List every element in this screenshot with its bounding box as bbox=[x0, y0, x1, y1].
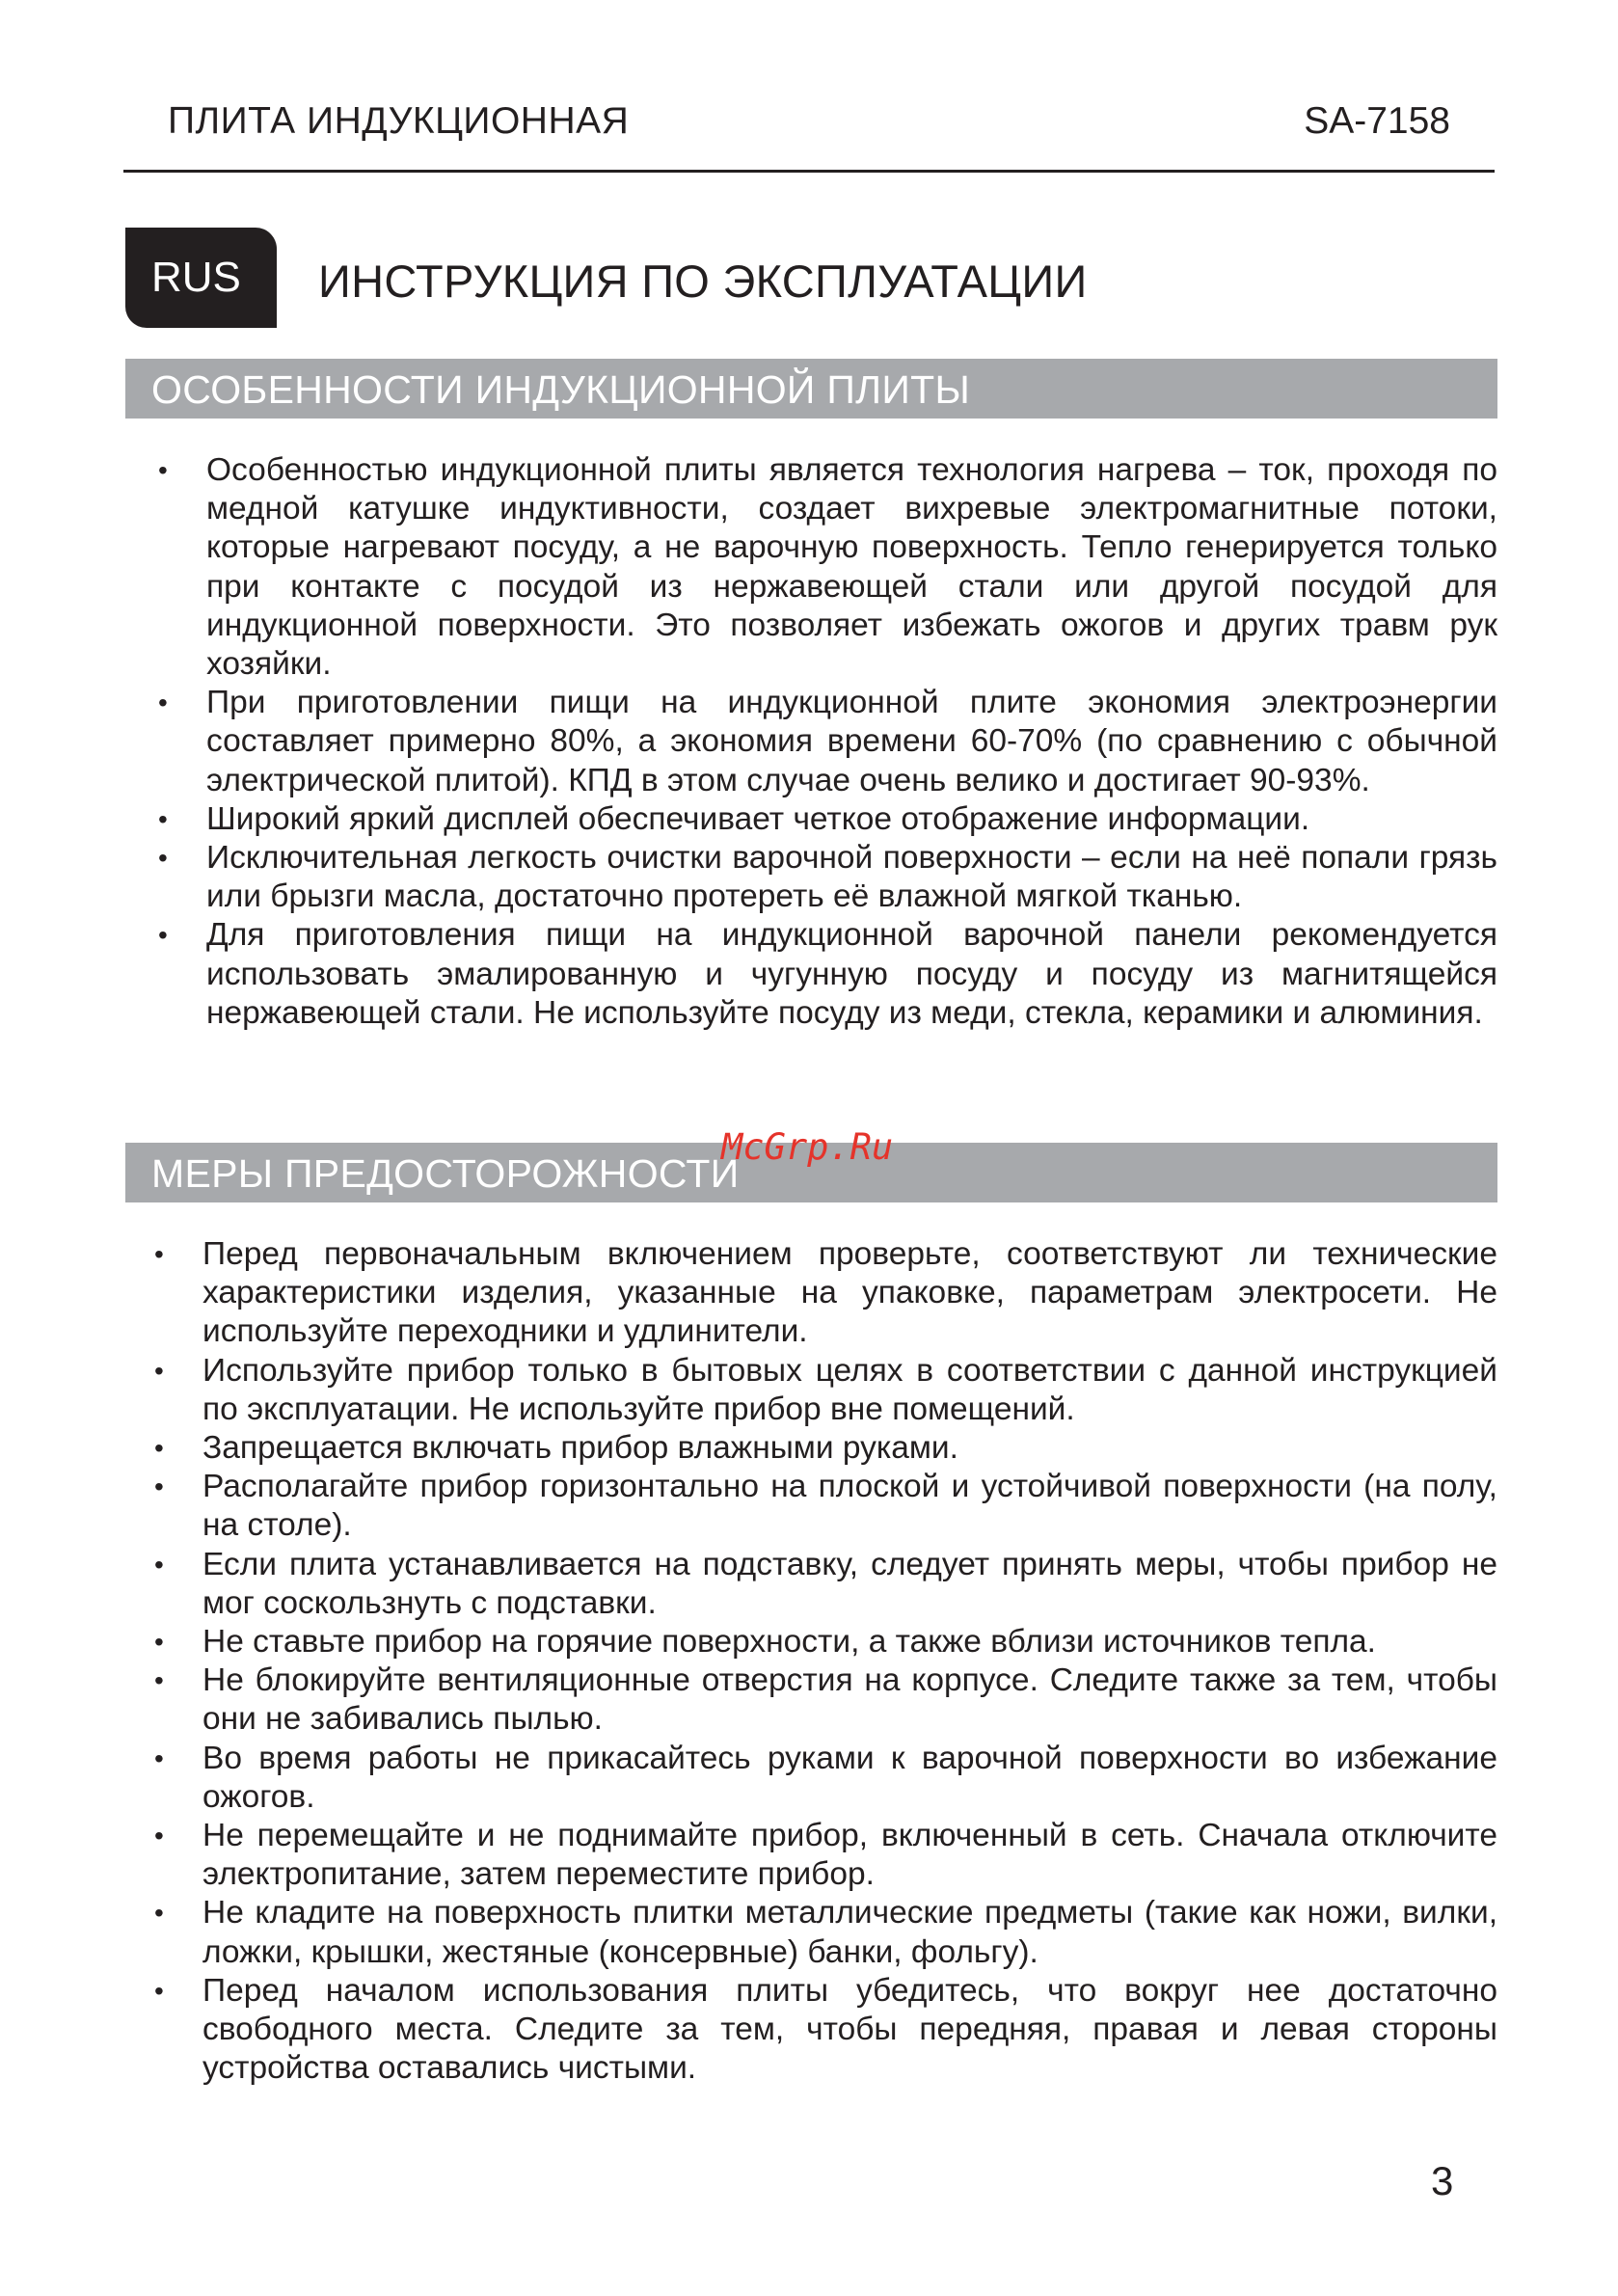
list-item: • Не кладите на поверхность плитки металлические предметы (такие как ножи, вилки, ложки, крышки, жестяные (консервные) банки, фольгу). bbox=[202, 1894, 1497, 1971]
section-heading-precautions: МЕРЫ ПРЕДОСТОРОЖНОСТИ bbox=[125, 1143, 1497, 1202]
section-heading-features: ОСОБЕННОСТИ ИНДУКЦИОННОЙ ПЛИТЫ bbox=[125, 359, 1497, 419]
list-item: • Широкий яркий дисплей обеспечивает четкое отображение информации. bbox=[206, 800, 1497, 839]
list-item: • Не блокируйте вентиляционные отверстия на корпусе. Следите также за тем, чтобы они не забивались пылью. bbox=[202, 1661, 1497, 1739]
page-header bbox=[168, 100, 1450, 145]
list-item: • Исключительная легкость очистки варочной поверхности – если на неё попали грязь или брызги масла, достаточно протереть её влажной мягкой тканью. bbox=[206, 839, 1497, 916]
precautions-list bbox=[202, 1235, 1497, 2088]
document-title: ПЛИТА ИНДУКЦИОННАЯ bbox=[168, 100, 630, 142]
page-title: ИНСТРУКЦИЯ ПО ЭКСПЛУАТАЦИИ bbox=[318, 256, 1088, 307]
list-item: • Используйте прибор только в бытовых целях в соответствии с данной инструкцией по эксплуатации. Не используйте прибор вне помещений. bbox=[202, 1352, 1497, 1429]
list-item: • Для приготовления пищи на индукционной варочной панели рекомендуется использовать эмалированную и чугунную посуду и посуду из магнитящейся нержавеющей стали. Не используйте посуду из меди, стекла, керамики и алюминия. bbox=[206, 916, 1497, 1033]
list-item: • Перед началом использования плиты убедитесь, что вокруг нее достаточно свободного места. Следите за тем, чтобы передняя, правая и левая стороны устройства оставались чистыми. bbox=[202, 1972, 1497, 2089]
list-item: • Если плита устанавливается на подставку, следует принять меры, чтобы прибор не мог соскользнуть с подставки. bbox=[202, 1546, 1497, 1623]
header-divider bbox=[123, 170, 1495, 173]
list-item: • Во время работы не прикасайтесь руками к варочной поверхности во избежание ожогов. bbox=[202, 1740, 1497, 1817]
list-item: • Запрещается включать прибор влажными руками. bbox=[202, 1429, 1497, 1468]
list-item: • Не перемещайте и не поднимайте прибор, включенный в сеть. Сначала отключите электропитание, затем переместите прибор. bbox=[202, 1817, 1497, 1894]
watermark: McGrp.Ru bbox=[721, 1126, 894, 1168]
list-item: • Не ставьте прибор на горячие поверхности, а также вблизи источников тепла. bbox=[202, 1623, 1497, 1661]
list-item: • Располагайте прибор горизонтально на плоской и устойчивой поверхности (на полу, на столе). bbox=[202, 1468, 1497, 1545]
features-list bbox=[206, 451, 1497, 1033]
list-item: • Перед первоначальным включением проверьте, соответствуют ли технические характеристики изделия, указанные на упаковке, параметрам электросети. Не используйте переходники и удлинители. bbox=[202, 1235, 1497, 1352]
list-item: • При приготовлении пищи на индукционной плите экономия электроэнергии составляет примерно 80%, а экономия времени 60-70% (по сравнению с обычной электрической плитой). КПД в этом случае очень велико и достигает 90-93%. bbox=[206, 684, 1497, 800]
model-number: SA-7158 bbox=[1304, 100, 1450, 142]
list-item: • Особенностью индукционной плиты является технология нагрева – ток, проходя по медной катушке индуктивности, создает вихревые электромагнитные потоки, которые нагревают посуду, а не варочную поверхность. Тепло генерируется только при контакте с посудой из нержавеющей стали или другой посудой для индукционной поверхности. Это позволяет избежать ожогов и других травм рук хозяйки. bbox=[206, 451, 1497, 684]
page-number: 3 bbox=[1431, 2158, 1454, 2203]
language-badge: RUS bbox=[125, 228, 277, 328]
